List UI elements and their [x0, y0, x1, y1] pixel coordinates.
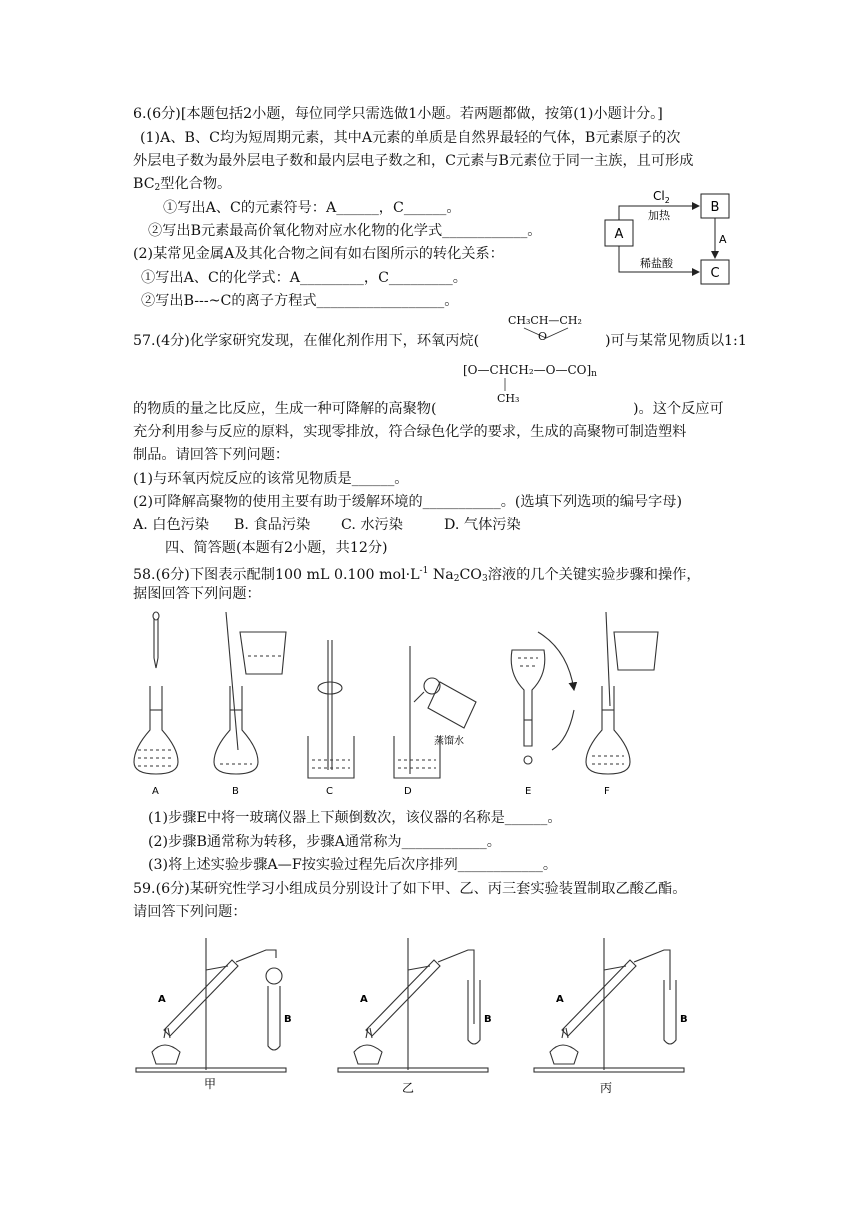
q57-line3: 充分利用参与反应的原料，实现零排放，符合绿色化学的要求，生成的高聚物可制造塑料	[133, 424, 687, 440]
box-c-label: C	[710, 266, 720, 281]
q6-part1-q2: ②写出B元素最高价氧化物对应水化物的化学式____________。	[148, 223, 542, 239]
reagent-hcl: 稀盐酸	[640, 257, 673, 270]
step-e-flask	[511, 632, 574, 764]
q57-q2: (2)可降解高聚物的使用主要有助于缓解环境的___________。(选填下列选项的编号字母)	[133, 494, 683, 510]
superscript: -1	[419, 566, 429, 576]
step-a-flask	[134, 612, 178, 774]
subscript: 3	[481, 574, 488, 584]
polymer-n: n	[591, 369, 597, 379]
compound-bc: BC	[133, 176, 155, 192]
q59-line2: 请回答下列问题：	[133, 904, 247, 920]
epoxide-ring	[520, 326, 575, 346]
apparatus-label-jia: 甲	[204, 1077, 217, 1091]
step-b-flask	[214, 612, 286, 774]
q6-part1-line2: 外层电子数为最外层电子数和最内层电子数之和，C元素与B元素位于同一主族，且可形成	[133, 153, 694, 169]
epoxide-oxygen: O	[538, 330, 548, 343]
polymer-structure	[463, 362, 597, 382]
q57-option-a: A. 白色污染	[133, 517, 210, 533]
step-label-f: F	[604, 786, 610, 797]
q58-line1-text: 58.(6分)下图表示配制100 mL 0.100 mol·L	[133, 567, 420, 583]
q6-header: 6.(6分)[本题包括2小题，每位同学只需选做1小题。若两题都做，按第(1)小题计分。]	[133, 106, 663, 122]
step-label-c: C	[326, 786, 333, 797]
bing-label-a: A	[556, 994, 564, 1005]
apparatus-label-bing: 丙	[600, 1081, 613, 1095]
step-f-flask	[586, 612, 658, 774]
step-label-d: D	[404, 786, 412, 797]
q6-part1-line3	[133, 174, 231, 198]
apparatus-bing	[534, 938, 684, 1072]
step-label-b: B	[232, 786, 239, 797]
apparatus-label-yi: 乙	[402, 1081, 415, 1095]
formula-na: Na	[428, 567, 454, 583]
apparatus-yi	[338, 938, 488, 1072]
jia-label-b: B	[284, 1014, 292, 1025]
q57-line1: 57.(4分)化学家研究发现，在催化剂作用下，环氧丙烷(	[133, 333, 480, 349]
bing-label-b: B	[680, 1014, 688, 1025]
solution-prep-figure	[128, 610, 668, 800]
polymer-ch3: CH₃	[497, 392, 520, 405]
q57-line4: 制品。请回答下列问题：	[133, 447, 290, 463]
q6-part2-intro: (2)某常见金属A及其化合物之间有如右图所示的转化关系：	[133, 246, 504, 262]
q6-part1-q1: ①写出A、C的元素符号：A______，C______。	[163, 200, 461, 216]
q57-line2b: )。这个反应可	[633, 401, 724, 417]
q57-option-b: B. 食品污染	[234, 517, 311, 533]
step-label-e: E	[525, 786, 532, 797]
q6-part2-q1: ①写出A、C的化学式：A_________，C_________。	[141, 270, 467, 286]
conversion-diagram	[598, 188, 748, 290]
apparatus-jia	[136, 938, 286, 1072]
q58-line1-tail: 溶液的几个关键实验步骤和操作，	[487, 567, 701, 583]
step-label-a: A	[152, 786, 159, 797]
box-a-label: A	[614, 227, 624, 242]
q57-option-d: D. 气体污染	[444, 517, 521, 533]
reagent-a: A	[719, 233, 727, 246]
ester-apparatus-figure	[128, 930, 708, 1100]
q58-line2: 据图回答下列问题：	[133, 586, 261, 602]
polymer-chain: [O—CHCH₂—O—CO]	[463, 363, 592, 377]
yi-label-b: B	[484, 1014, 492, 1025]
q59-line1: 59.(6分)某研究性学习小组成员分别设计了如下甲、乙、丙三套实验装置制取乙酸乙酯。	[133, 881, 687, 897]
reagent-cl2: $Cl_2$	[653, 189, 670, 205]
yi-label-a: A	[360, 994, 368, 1005]
box-b-label: B	[710, 200, 720, 215]
epoxypropane-structure: CH₃CH—CH₂	[508, 314, 582, 327]
q58-q2: (2)步骤B通常称为转移，步骤A通常称为____________。	[148, 834, 501, 850]
distilled-water-label: 蒸馏水	[434, 736, 464, 747]
compound-suffix: 型化合物。	[160, 176, 232, 192]
formula-co: CO	[459, 567, 482, 583]
step-c-beaker	[308, 640, 354, 778]
subscript: 2	[453, 574, 460, 584]
q58-q3: (3)将上述实验步骤A—F按实验过程先后次序排列____________。	[148, 857, 558, 873]
q57-line1-end: )可与某常见物质以1:1	[605, 333, 747, 349]
jia-label-a: A	[158, 994, 166, 1005]
q57-line2a: 的物质的量之比反应，生成一种可降解的高聚物(	[133, 401, 437, 417]
condition-heating: 加热	[648, 209, 670, 222]
subscript: 2	[154, 183, 161, 193]
q58-q1: (1)步骤E中将一玻璃仪器上下颠倒数次，该仪器的名称是______。	[148, 810, 562, 826]
section-4-heading: 四、简答题(本题有2小题，共12分)	[165, 540, 388, 556]
q57-q1: (1)与环氧丙烷反应的该常见物质是______。	[133, 471, 409, 487]
q6-part2-q2: ②写出B---~C的离子方程式__________________。	[141, 293, 459, 309]
q57-option-c: C. 水污染	[341, 517, 403, 533]
q6-part1-line1: (1)A、B、C均为短周期元素，其中A元素的单质是自然界最轻的气体，B元素原子的次	[140, 130, 681, 146]
polymer-branch	[500, 377, 510, 393]
step-d-beaker	[394, 646, 476, 778]
